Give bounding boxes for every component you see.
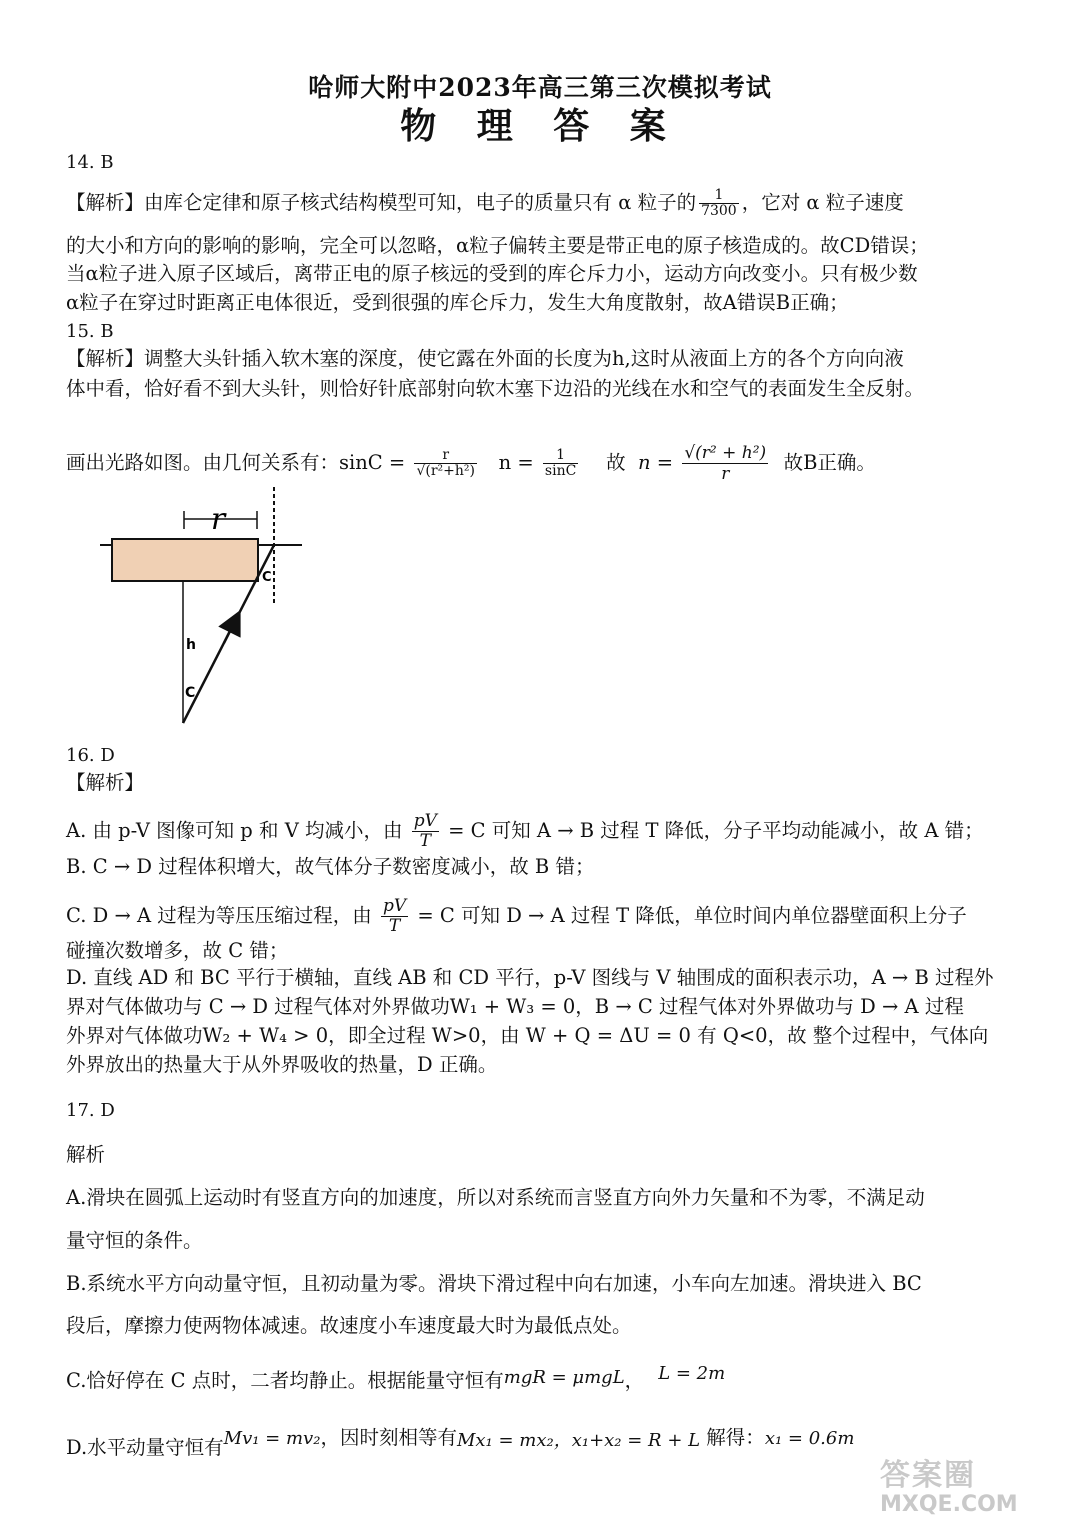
q16-c-text: C. D → A 过程为等压压缩过程，由	[66, 904, 372, 927]
q17-option-c	[66, 1362, 1026, 1393]
fraction-numerator: 1	[699, 188, 739, 204]
q16-option-b: B. C → D 过程体积增大，故气体分子数密度减小，故 B 错；	[66, 855, 595, 878]
n-result-fraction	[682, 443, 768, 484]
momentum-equation: Mv₁ = mv₂	[223, 1428, 321, 1449]
q16-a-text: A. 由 p-V 图像可知 p 和 V 均减小，由	[66, 819, 403, 842]
x1-result: x₁ = 0.6m	[764, 1428, 855, 1449]
fraction-numerator: pV	[382, 896, 407, 916]
q16-option-c	[66, 897, 1026, 936]
pv-over-t-fraction	[412, 812, 439, 851]
q17-solve-text: 解得：	[706, 1426, 765, 1449]
q16-c-text-end: = C 可知 D → A 过程 T 降低，单位时间内单位器壁面积上分子	[417, 904, 967, 927]
q16-option-d-1: D. 直线 AD 和 BC 平行于横轴，直线 AB 和 CD 平行，p-V 图线与 V 轴围成的面积表示功，A → B 过程外	[66, 966, 994, 989]
fraction-denominator: √(r²+h²)	[416, 463, 475, 479]
fraction-numerator: 1	[543, 448, 578, 464]
fraction-denominator: T	[419, 831, 431, 851]
gu-word: 故	[606, 451, 626, 474]
fraction-denominator: sinC	[544, 463, 577, 479]
q15-analysis-line-1: 【解析】调整大头针插入软木塞的深度，使它露在外面的长度为h,这时从液面上方的各个方向向液	[66, 347, 904, 370]
q14-mass-ratio-fraction	[699, 188, 739, 219]
pv-over-t-fraction	[381, 897, 408, 936]
fraction-denominator: T	[388, 916, 401, 936]
fraction-denominator: 7300	[701, 203, 737, 219]
q17-option-b-2: 段后，摩擦力使两物体减速。故速度小车速度最大时为最低点处。	[66, 1314, 632, 1337]
q17-heading: 解析	[66, 1143, 106, 1166]
angle-c-bottom-label: C	[185, 685, 196, 701]
energy-equation: mgR = μmgL	[503, 1367, 625, 1388]
fraction-denominator: r	[721, 464, 730, 484]
fraction-numerator: r	[414, 448, 477, 464]
q16-option-d-4: 外界放出的热量大于从外界吸收的热量，D 正确。	[66, 1053, 498, 1076]
sinC-fraction	[414, 448, 477, 479]
q16-option-d-2: 界对气体做功与 C → D 过程气体对外界做功W₁ + W₃ = 0，B → C 过程气体对外界做功与 D → A 过程	[66, 995, 964, 1018]
h-label: h	[186, 637, 196, 653]
cork-rectangle	[112, 539, 258, 581]
q17-option-b-1: B.系统水平方向动量守恒，且初动量为零。滑块下滑过程中向右加速，小车向左加速。滑块进入 BC	[66, 1272, 922, 1295]
fraction-numerator: √(r² + h²)	[684, 443, 767, 463]
q14-text-tail: ，它对 α 粒子速度	[741, 191, 904, 214]
q16-option-c-cont: 碰撞次数增多，故 C 错；	[66, 939, 289, 962]
q15-text: 画出光路如图。由几何关系有：sinC =	[66, 451, 406, 474]
q16-a-text-end: = C 可知 A → B 过程 T 降低，分子平均动能减小，故 A 错；	[448, 819, 984, 842]
q15-answer: 15. B	[66, 321, 114, 342]
n-fraction	[543, 448, 578, 479]
watermark-logo: 答案圈	[880, 1458, 976, 1493]
q14-analysis-line-4: α粒子在穿过时距离正电体很近，受到很强的库仑斥力，发生大角度散射，故A错误B正确；	[66, 291, 849, 314]
q14-answer: 14. B	[66, 152, 114, 173]
fraction-numerator: pV	[413, 811, 437, 831]
angle-c-top-label: C	[262, 570, 272, 585]
q15-conclusion: 故B正确。	[783, 451, 876, 474]
q17-c-sep: ，	[624, 1369, 645, 1392]
q16-option-d-3: 外界对气体做功W₂ + W₄ > 0，即全过程 W>0，由 W + Q = ΔU = 0 有 Q<0，故 整个过程中，气体向	[66, 1024, 989, 1047]
q17-c-text: C.恰好停在 C 点时，二者均静止。根据能量守恒有	[66, 1369, 504, 1392]
r-label: r	[210, 502, 226, 537]
q16-heading: 【解析】	[66, 771, 145, 794]
q14-analysis-line-3: 当α粒子进入原子区域后，离带正电的原子核远的受到的库仑斥力小，运动方向改变小。只有极少数	[66, 262, 918, 285]
q14-text: 【解析】由库仑定律和原子核式结构模型可知，电子的质量只有 α 粒子的	[66, 191, 697, 214]
q15-formula-line	[66, 443, 1026, 484]
watermark-url: MXQE.COM	[880, 1492, 1018, 1517]
q17-d-text: D.水平动量守恒有	[66, 1436, 224, 1459]
q14-analysis-line-2: 的大小和方向的影响的影响，完全可以忽略，α粒子偏转主要是带正电的原子核造成的。故CD错误；	[66, 234, 929, 257]
school-exam-title: 哈师大附中2023年高三第三次模拟考试	[308, 73, 772, 102]
n-label: n =	[498, 451, 534, 474]
q17-answer: 17. D	[66, 1100, 115, 1121]
subject-title: 物 理 答 案	[400, 105, 680, 147]
n-result-label: n =	[638, 451, 674, 474]
q17-option-a-2: 量守恒的条件。	[66, 1229, 203, 1252]
ray-arrow-icon	[224, 621, 235, 643]
displacement-equations: Mx₁ = mx₂，x₁+x₂ = R + L	[456, 1430, 701, 1451]
q17-d-mid-text: ，因时刻相等有	[320, 1426, 457, 1449]
q16-answer: 16. D	[66, 745, 115, 766]
site-watermark	[880, 1450, 1060, 1517]
length-result: L = 2m	[658, 1363, 726, 1384]
q15-analysis-line-2: 体中看，恰好看不到大头针，则恰好针底部射向软木塞下边沿的光线在水和空气的表面发生全反射。	[66, 377, 925, 400]
light-path-diagram	[92, 485, 312, 730]
q17-option-a-1: A.滑块在圆弧上运动时有竖直方向的加速度，所以对系统而言竖直方向外力矢量和不为零，不满足动	[66, 1186, 925, 1209]
q14-analysis-line-1	[66, 188, 1026, 219]
q16-option-a	[66, 812, 1026, 851]
